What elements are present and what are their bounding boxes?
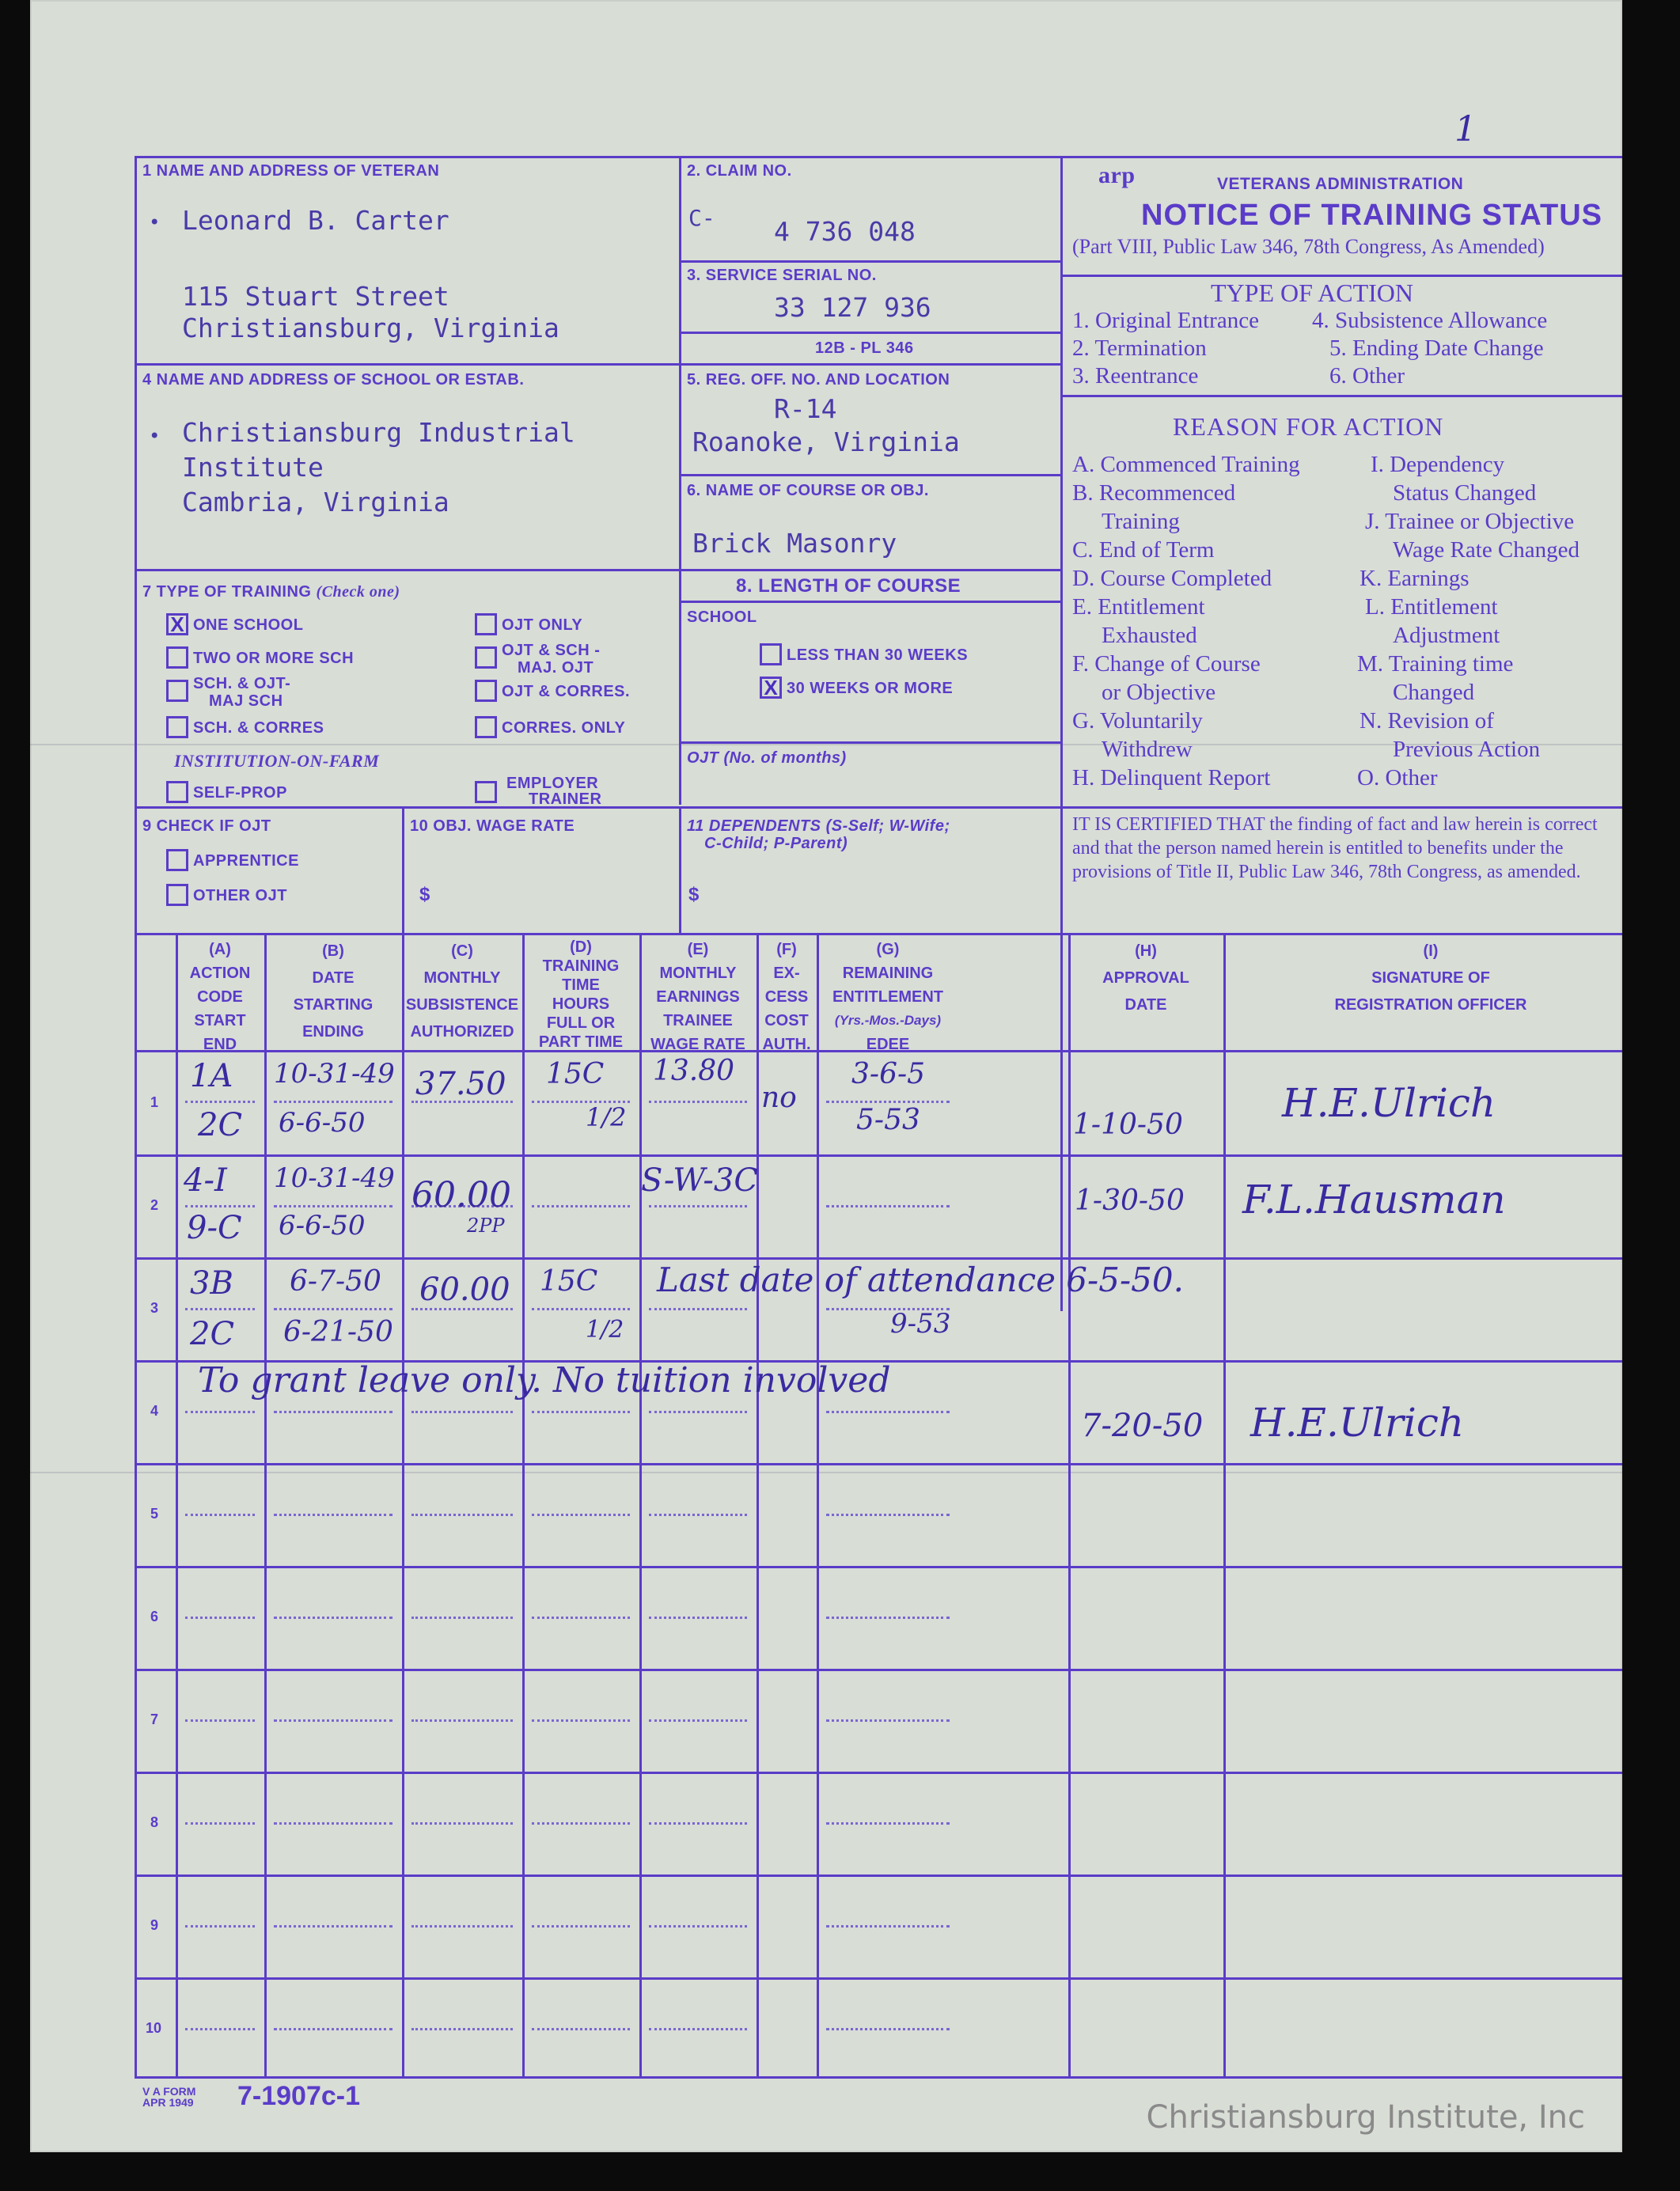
dotted-guide [649, 1411, 747, 1413]
col-header-d: (D) TRAINING TIME HOURS FULL OR PART TIME [538, 938, 624, 1051]
dotted-guide [532, 1822, 630, 1825]
checkbox-sch-ojt[interactable] [166, 680, 188, 702]
veteran-address-1: 115 Stuart Street [182, 281, 449, 312]
dotted-guide [274, 1205, 393, 1207]
col-header-c: (C) MONTHLY SUBSISTENCE AUTHORIZED [405, 942, 519, 1041]
row-line [135, 1257, 1622, 1260]
dependents-label-2: C-Child; P-Parent) [704, 835, 848, 852]
reason-item: Adjustment [1393, 623, 1500, 648]
dotted-guide [649, 1822, 747, 1825]
dotted-guide [185, 1925, 255, 1928]
entry-end-date: 6-6-50 [279, 1107, 366, 1139]
checkbox-less-30[interactable] [760, 643, 782, 665]
claim-number: 4 736 048 [774, 216, 916, 247]
divider [1060, 395, 1622, 397]
checkbox-two-or-more[interactable] [166, 646, 188, 669]
dotted-guide [185, 1101, 255, 1103]
dotted-guide [185, 1514, 255, 1516]
col-header-h: (H) APPROVAL DATE [1102, 942, 1189, 1014]
dotted-guide [411, 1617, 513, 1619]
row-number: 5 [150, 1506, 159, 1522]
reason-item: Exhausted [1102, 623, 1197, 648]
entry-start-date: 10-31-49 [274, 1162, 395, 1194]
checkbox-ojt-corres[interactable] [475, 680, 497, 702]
option-label: MAJ SCH [209, 692, 283, 710]
form-number: 7-1907c-1 [237, 2081, 361, 2111]
entry-end-date: 6-21-50 [283, 1316, 393, 1348]
divider [679, 156, 681, 805]
entry-entitlement: 5-53 [856, 1104, 920, 1136]
entry-code-end: 2C [198, 1107, 243, 1143]
entry-code-start: 3B [190, 1265, 233, 1302]
checkbox-30-more[interactable]: X [760, 677, 782, 699]
row-number: 1 [150, 1094, 159, 1110]
option-label: ONE SCHOOL [193, 616, 304, 634]
col-line [817, 933, 819, 2079]
option-label: OJT ONLY [502, 616, 583, 634]
divider [679, 332, 1060, 334]
entry-note: To grant leave only. No tuition involved [198, 1360, 891, 1401]
reason-item: Training [1102, 509, 1180, 534]
dotted-guide [649, 1719, 747, 1722]
certification-text: IT IS CERTIFIED THAT the finding of fact and law herein is correct and that the person named herein is entitled to benefits under the provisions of Title II, Public Law 346, 78th Congress, as amended. [1072, 814, 1598, 882]
school-line-3: Cambria, Virginia [182, 487, 449, 517]
dotted-guide [274, 1411, 393, 1413]
entry-end-date: 6-6-50 [279, 1210, 366, 1241]
option-label: MAJ. OJT [518, 659, 594, 677]
dotted-guide [185, 1308, 255, 1310]
farm-heading: INSTITUTION-ON-FARM [174, 751, 380, 771]
length-label: 8. LENGTH OF COURSE [736, 575, 961, 597]
divider [679, 474, 1060, 476]
entry-start-date: 6-7-50 [290, 1265, 381, 1298]
dotted-guide [185, 1822, 255, 1825]
dotted-guide [826, 1822, 950, 1825]
checkbox-self-prop[interactable] [166, 781, 188, 803]
option-label: OTHER OJT [193, 887, 287, 904]
dotted-guide [649, 1514, 747, 1516]
course-name: Brick Masonry [692, 528, 897, 559]
reason-heading: REASON FOR ACTION [1173, 412, 1444, 441]
checkbox-employer[interactable] [475, 781, 497, 803]
divider [679, 806, 681, 933]
divider [679, 601, 1060, 603]
entry-code-start: 1A [190, 1058, 233, 1094]
col-line [522, 933, 525, 2079]
reason-item: E. Entitlement [1072, 594, 1205, 620]
row-line [135, 1463, 1622, 1465]
dotted-guide [826, 2028, 950, 2030]
dotted-guide [532, 1719, 630, 1722]
option-label: TWO OR MORE SCH [193, 650, 355, 667]
divider [1060, 806, 1622, 809]
reason-item: H. Delinquent Report [1072, 765, 1271, 790]
col-header-g: (G) REMAINING ENTITLEMENT (Yrs.-Mos.-Days) EDEE [832, 941, 943, 1053]
school-line-1: Christiansburg Industrial [182, 417, 575, 448]
option-label: 30 WEEKS OR MORE [787, 680, 954, 697]
col-line [1068, 933, 1071, 2079]
reason-item: C. End of Term [1072, 537, 1215, 563]
divider [1060, 275, 1622, 277]
entry-dependents: S-W-3C [641, 1162, 758, 1199]
veteran-name: Leonard B. Carter [182, 205, 449, 236]
reason-item: Withdrew [1102, 737, 1193, 762]
wage-rate-label: 10 OBJ. WAGE RATE [410, 817, 575, 835]
form-id-label: V A FORM APR 1949 [142, 2085, 196, 2109]
col-line [1223, 933, 1226, 2079]
course-label: 6. NAME OF COURSE OR OBJ. [687, 482, 929, 499]
dotted-guide [826, 1205, 950, 1207]
reason-item: Previous Action [1393, 737, 1541, 762]
row-line [135, 1977, 1622, 1980]
entry-earnings: 13.80 [653, 1055, 735, 1087]
checkbox-ojt-only[interactable] [475, 613, 497, 635]
signature: F.L.Hausman [1242, 1177, 1506, 1222]
action-item: 5. Ending Date Change [1329, 335, 1544, 361]
signature: H.E.Ulrich [1250, 1400, 1465, 1446]
dotted-guide [185, 1205, 255, 1207]
col-header-a: (A) ACTION CODE START END [189, 941, 251, 1053]
col-line [639, 933, 642, 2079]
reason-item: D. Course Completed [1072, 566, 1272, 591]
checkbox-apprentice[interactable] [166, 849, 188, 871]
regional-office-label: 5. REG. OFF. NO. AND LOCATION [687, 371, 950, 389]
row-number: 4 [150, 1403, 159, 1419]
entry-subsistence: 60.00 [411, 1175, 511, 1215]
arp-mark: arp [1098, 162, 1136, 188]
form-subtitle: (Part VIII, Public Law 346, 78th Congress, As Amended) [1072, 235, 1545, 258]
dotted-guide [532, 1925, 630, 1928]
divider [135, 569, 1060, 571]
ojt-months-label: OJT (No. of months) [687, 749, 847, 767]
col-header-i: (I) SIGNATURE OF REGISTRATION OFFICER [1334, 942, 1527, 1014]
entry-hours: 15C [540, 1265, 598, 1298]
form-title: NOTICE OF TRAINING STATUS [1141, 199, 1603, 232]
dotted-guide [185, 1719, 255, 1722]
dotted-guide [411, 1822, 513, 1825]
col-header-f: (F) EX- CESS COST AUTH. [762, 941, 811, 1053]
dotted-guide [532, 1308, 630, 1310]
serial-number: 33 127 936 [774, 292, 931, 323]
action-item: 6. Other [1329, 363, 1405, 389]
bullet-icon: • [149, 425, 161, 447]
entry-excess: no [761, 1082, 797, 1114]
claim-prefix: C- [688, 205, 715, 231]
dotted-guide [532, 1411, 630, 1413]
checkbox-corres-only[interactable] [475, 716, 497, 738]
dotted-guide [411, 2028, 513, 2030]
type-of-action-heading: TYPE OF ACTION [1211, 279, 1414, 307]
dotted-guide [185, 1411, 255, 1413]
entry-approval-date: 7-20-50 [1081, 1408, 1204, 1444]
reason-item: F. Change of Course [1072, 651, 1261, 677]
entry-approval-date: 1-30-50 [1075, 1185, 1185, 1217]
row-number: 7 [150, 1711, 159, 1727]
dotted-guide [532, 1514, 630, 1516]
entry-note: Last date of attendance 6-5-50. [657, 1260, 1184, 1299]
entry-subsistence: 37.50 [415, 1066, 506, 1102]
option-label: SCH. & CORRES [193, 719, 324, 737]
reason-item: G. Voluntarily [1072, 708, 1203, 733]
reason-item: O. Other [1357, 765, 1438, 790]
dotted-guide [411, 1925, 513, 1928]
dotted-guide [411, 1411, 513, 1413]
option-label: EMPLOYER [506, 775, 599, 792]
divider [1060, 156, 1063, 1311]
dotted-guide [826, 1719, 950, 1722]
watermark: Christiansburg Institute, Inc [1146, 2099, 1585, 2136]
check-ojt-label: 9 CHECK IF OJT [142, 817, 271, 835]
row-line [135, 1566, 1622, 1568]
agency-name: VETERANS ADMINISTRATION [1217, 175, 1464, 193]
row-line [135, 1772, 1622, 1774]
dependents-dollar: $ [688, 884, 700, 905]
serial-code: 12B - PL 346 [815, 339, 914, 357]
dotted-guide [274, 2028, 393, 2030]
row-number: 6 [150, 1609, 159, 1624]
va-form [135, 156, 1622, 2079]
row-line [135, 1154, 1622, 1157]
option-label: APPRENTICE [193, 852, 299, 870]
dotted-guide [826, 1925, 950, 1928]
dotted-guide [274, 1101, 393, 1103]
dotted-guide [826, 1101, 950, 1103]
school-label: 4 NAME AND ADDRESS OF SCHOOL OR ESTAB. [142, 371, 525, 389]
dotted-guide [532, 2028, 630, 2030]
entry-code-start: 4-I [184, 1162, 227, 1199]
dotted-guide [274, 1308, 393, 1310]
checkbox-sch-corres[interactable] [166, 716, 188, 738]
dotted-guide [274, 1719, 393, 1722]
dotted-guide [826, 1617, 950, 1619]
entry-hours: 15C [546, 1058, 605, 1090]
dotted-guide [649, 1308, 747, 1310]
dotted-guide [649, 1205, 747, 1207]
dotted-guide [649, 1617, 747, 1619]
reason-item: L. Entitlement [1365, 594, 1498, 620]
row-number: 3 [150, 1300, 159, 1316]
action-item: 3. Reentrance [1072, 363, 1199, 389]
dotted-guide [649, 1101, 747, 1103]
length-school-label: SCHOOL [687, 608, 757, 626]
col-line [402, 933, 404, 2079]
entry-part-time: 1/2 [586, 1316, 624, 1344]
dotted-guide [411, 1514, 513, 1516]
regional-office-location: Roanoke, Virginia [692, 426, 960, 457]
divider [679, 260, 1060, 263]
dotted-guide [826, 1514, 950, 1516]
row-number: 10 [146, 2020, 162, 2036]
entry-approval-date: 1-10-50 [1073, 1109, 1183, 1141]
row-line [135, 1874, 1622, 1877]
reason-item: Status Changed [1393, 480, 1537, 506]
col-header-b: (B) DATE STARTING ENDING [293, 942, 374, 1041]
reason-item: K. Earnings [1360, 566, 1470, 591]
divider [679, 741, 1060, 744]
action-item: 1. Original Entrance [1072, 308, 1259, 333]
action-item: 4. Subsistence Allowance [1312, 308, 1548, 333]
reason-item: or Objective [1102, 680, 1216, 705]
reason-item: Wage Rate Changed [1393, 537, 1580, 563]
col-line [757, 933, 759, 2079]
entry-subsistence: 60.00 [419, 1272, 510, 1308]
entry-start-date: 10-31-49 [274, 1058, 395, 1090]
serial-label: 3. SERVICE SERIAL NO. [687, 267, 877, 284]
col-line [264, 933, 267, 2079]
option-label: CORRES. ONLY [502, 719, 626, 737]
option-label: OJT & SCH - [502, 642, 601, 659]
divider [402, 806, 404, 933]
option-label: SELF-PROP [193, 784, 287, 802]
claim-label: 2. CLAIM NO. [687, 162, 792, 180]
school-line-2: Institute [182, 452, 324, 483]
col-line [176, 933, 178, 2079]
checkbox-ojt-sch[interactable] [475, 646, 497, 669]
dotted-guide [411, 1719, 513, 1722]
entry-code-end: 9-C [187, 1210, 242, 1246]
entry-subsistence-note: 2PP [467, 1215, 505, 1237]
reason-item: Changed [1393, 680, 1475, 705]
row-number: 8 [150, 1814, 159, 1830]
dotted-guide [185, 1617, 255, 1619]
reason-item: I. Dependency [1371, 452, 1505, 477]
entry-code-end: 2C [190, 1316, 235, 1352]
bullet-icon: • [149, 211, 161, 233]
option-label: OJT & CORRES. [502, 683, 631, 700]
row-line [135, 1669, 1622, 1671]
reason-item: M. Training time [1357, 651, 1514, 677]
reason-item: A. Commenced Training [1072, 452, 1300, 477]
reason-item: J. Trainee or Objective [1365, 509, 1575, 534]
dotted-guide [826, 1411, 950, 1413]
entry-part-time: 1/2 [586, 1102, 627, 1132]
entry-entitlement: 9-53 [890, 1308, 951, 1340]
checkbox-one-school[interactable]: X [166, 613, 188, 635]
dotted-guide [532, 1617, 630, 1619]
reason-item: B. Recommenced [1072, 480, 1236, 506]
dependents-label: 11 DEPENDENTS (S-Self; W-Wife; [687, 817, 950, 835]
signature: H.E.Ulrich [1282, 1080, 1496, 1126]
entry-entitlement: 3-6-5 [851, 1058, 926, 1090]
veteran-label: 1 NAME AND ADDRESS OF VETERAN [142, 162, 440, 180]
checkbox-other-ojt[interactable] [166, 884, 188, 906]
row-number: 2 [150, 1197, 159, 1213]
reason-item: N. Revision of [1360, 708, 1494, 733]
wage-dollar: $ [419, 884, 430, 905]
option-label: TRAINER [529, 790, 602, 808]
dotted-guide [185, 2028, 255, 2030]
row-number: 9 [150, 1917, 159, 1933]
page-mark: 1 [1454, 109, 1477, 150]
dotted-guide [649, 2028, 747, 2030]
dotted-guide [274, 1822, 393, 1825]
dotted-guide [274, 1514, 393, 1516]
divider [135, 363, 1060, 366]
dotted-guide [532, 1205, 630, 1207]
dotted-guide [411, 1308, 513, 1310]
divider [135, 933, 1622, 935]
regional-office-number: R-14 [774, 393, 837, 424]
dotted-guide [274, 1617, 393, 1619]
action-item: 2. Termination [1072, 335, 1207, 361]
option-label: LESS THAN 30 WEEKS [787, 646, 969, 664]
training-type-label: 7 TYPE OF TRAINING (Check one) [142, 583, 400, 601]
dotted-guide [274, 1925, 393, 1928]
veteran-address-2: Christiansburg, Virginia [182, 313, 559, 343]
col-header-e: (E) MONTHLY EARNINGS TRAINEE WAGE RATE [650, 941, 745, 1053]
document-paper [30, 0, 1622, 2152]
dotted-guide [649, 1925, 747, 1928]
option-label: SCH. & OJT- [193, 675, 291, 692]
